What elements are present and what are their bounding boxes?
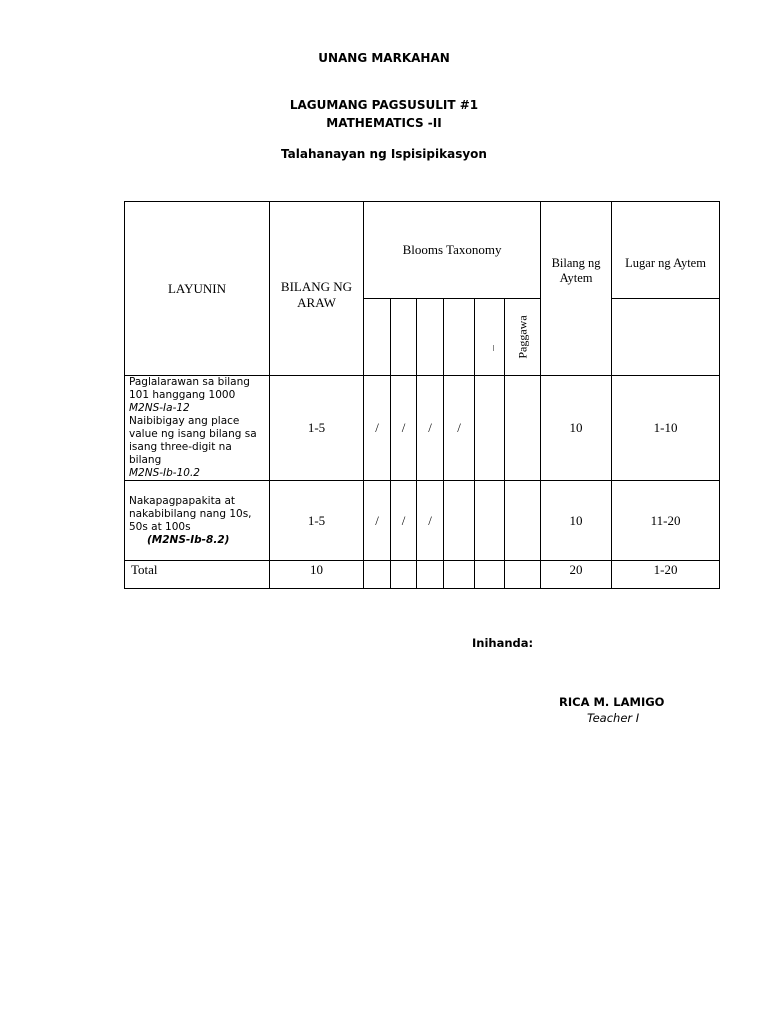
blooms-mark (475, 561, 505, 589)
header-bilang-ng-aytem: Bilang ng Aytem (541, 202, 612, 376)
objective-line: 101 hanggang 1000 (129, 389, 236, 401)
objective-cell (125, 376, 270, 481)
lugar-cell: 11-20 (612, 481, 720, 561)
objective-line: M2NS-Ib-10.2 (129, 467, 200, 479)
blooms-level-2 (391, 299, 417, 376)
blooms-mark: / (444, 376, 475, 481)
blooms-mark (444, 561, 475, 589)
header-bilang-ng-araw: BILANG NG ARAW (270, 202, 364, 376)
total-lugar: 1-20 (612, 561, 720, 589)
title-subject: MATHEMATICS -II (326, 116, 442, 130)
objective-line: M2NS-Ia-12 (129, 402, 190, 414)
lugar-subheader (612, 299, 720, 376)
objective-line: Nakapagpapakita at (129, 494, 236, 507)
objective-line: Naibibigay ang place (129, 415, 240, 427)
blooms-level-3 (417, 299, 444, 376)
blooms-mark (417, 561, 444, 589)
total-row (125, 561, 720, 589)
blooms-level-4 (444, 299, 475, 376)
title-quarter: UNANG MARKAHAN (318, 51, 450, 65)
objective-line: 50s at 100s (129, 520, 191, 533)
blooms-mark: / (391, 376, 417, 481)
aytem-cell: 10 (541, 481, 612, 561)
araw-cell: 1-5 (270, 481, 364, 561)
total-araw: 10 (270, 561, 364, 589)
preparer-title: Teacher I (587, 711, 640, 725)
blooms-mark: / (391, 481, 417, 561)
total-label: Total (125, 561, 270, 589)
blooms-mark (475, 376, 505, 481)
araw-cell: 1-5 (270, 376, 364, 481)
total-aytem: 20 (541, 561, 612, 589)
blooms-mark: / (364, 481, 391, 561)
blooms-mark: / (417, 376, 444, 481)
header-layunin: LAYUNIN (125, 202, 270, 376)
blooms-mark (444, 481, 475, 561)
blooms-mark (505, 376, 541, 481)
aytem-cell: 10 (541, 376, 612, 481)
blooms-mark: / (417, 481, 444, 561)
objective-line: nakabibilang nang 10s, (129, 507, 252, 520)
objective-line: Paglalarawan sa bilang (129, 376, 250, 388)
blooms-mark (364, 561, 391, 589)
blooms-mark: / (364, 376, 391, 481)
lugar-cell: 1-10 (612, 376, 720, 481)
blooms-mark (505, 561, 541, 589)
title-test: LAGUMANG PAGSUSULIT #1 (289, 98, 479, 112)
blooms-level-paggawa: Paggawa (505, 299, 541, 376)
prepared-by-label: Inihanda: (472, 636, 534, 650)
blooms-mark (391, 561, 417, 589)
objective-line: isang three-digit na bilang (129, 441, 232, 466)
objective-line: value ng isang bilang sa (129, 428, 257, 440)
table-row (125, 376, 720, 481)
blooms-level-5 (475, 299, 505, 376)
header-lugar-ng-aytem: Lugar ng Aytem (612, 202, 720, 299)
blooms-level-1 (364, 299, 391, 376)
objective-cell (125, 481, 270, 561)
specification-table (124, 201, 720, 589)
table-row (125, 481, 720, 561)
title-specification: Talahanayan ng Ispisipikasyon (281, 147, 487, 161)
header-blooms-taxonomy: Blooms Taxonomy (364, 202, 541, 299)
objective-line: (M2NS-Ib-8.2) (147, 533, 230, 546)
blooms-mark (475, 481, 505, 561)
preparer-name: RICA M. LAMIGO (559, 695, 665, 709)
blooms-mark (505, 481, 541, 561)
